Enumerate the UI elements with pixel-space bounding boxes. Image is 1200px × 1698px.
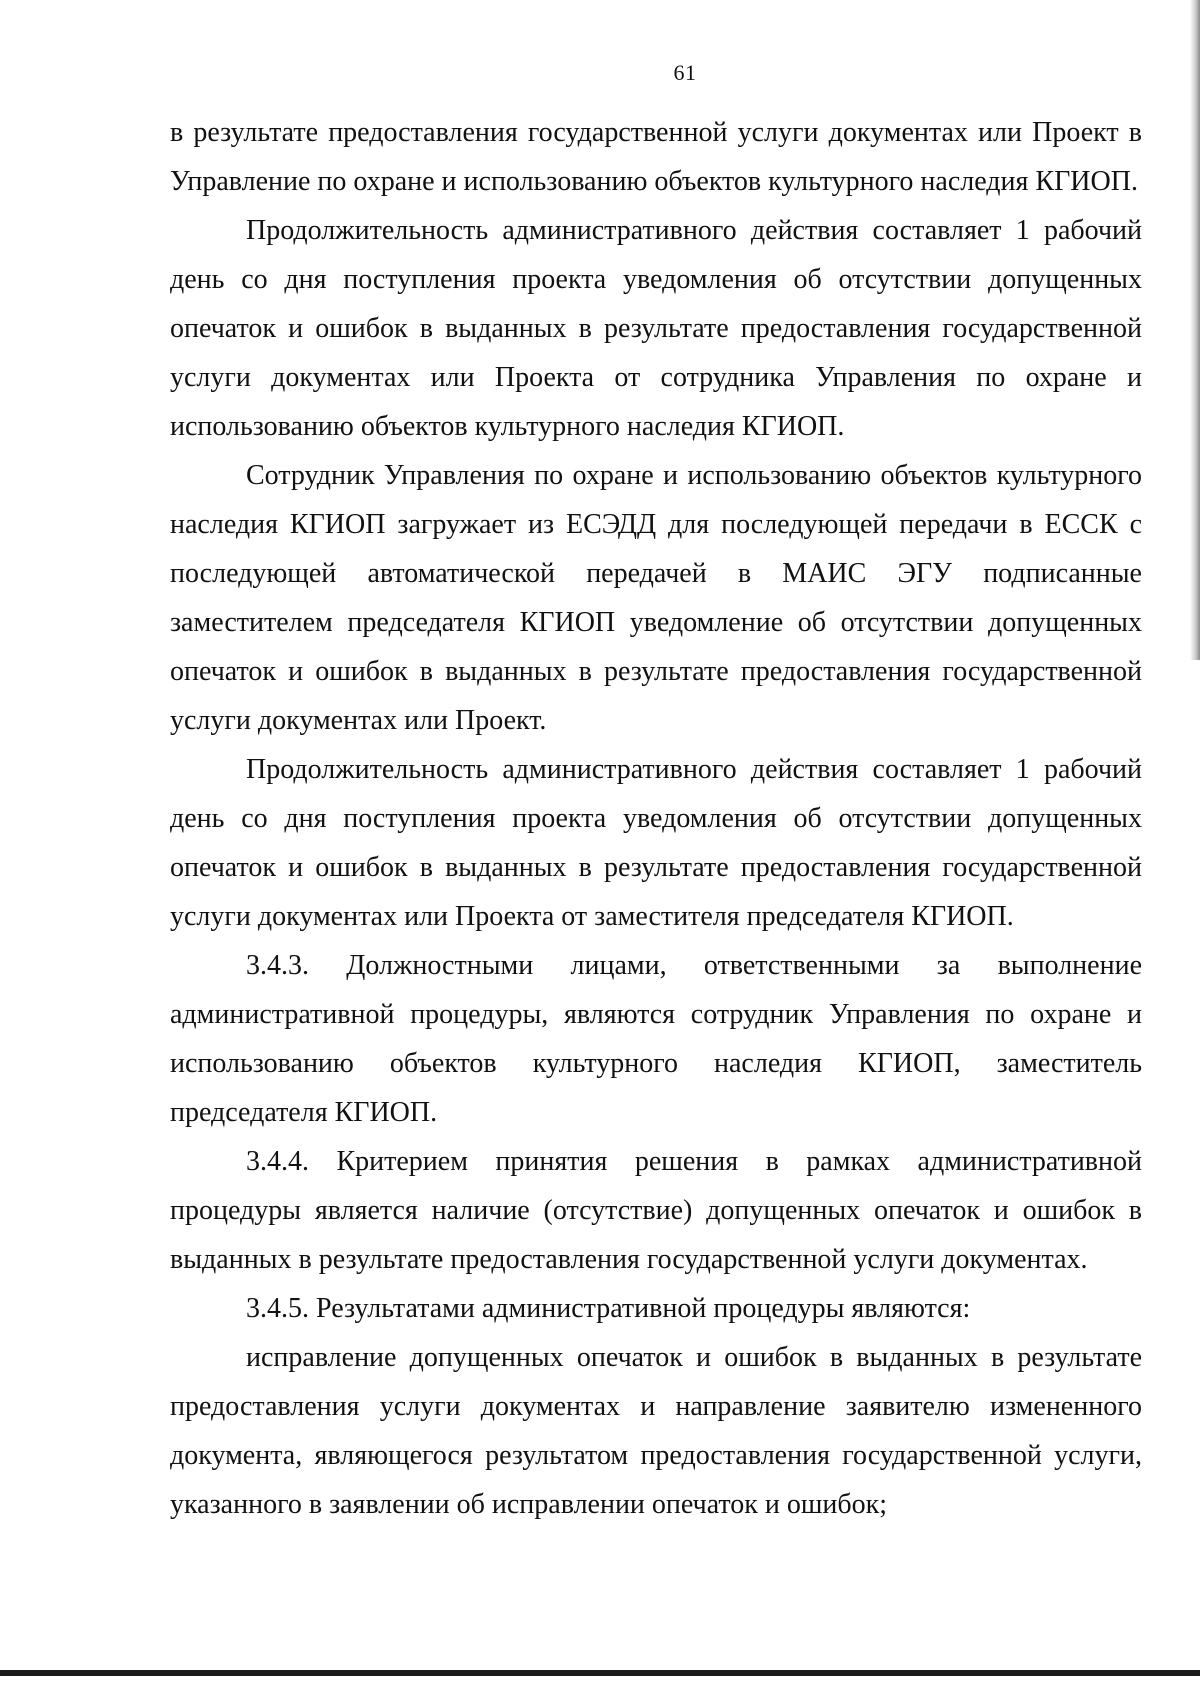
paragraph-3-4-3: 3.4.3. Должностными лицами, ответственными за выполнение административной процедуры, являются сотрудник Управления по охране и использованию объектов культурного наследия КГИОП, заместитель председателя КГИОП.: [170, 950, 1142, 1128]
paragraph-duration-deputy: Продолжительность административного действия составляет 1 рабочий день со дня поступления проекта уведомления об отсутствии допущенных опечаток и ошибок в выданных в результате предоставления государственной услуги документах или Проекта от заместителя председателя КГИОП.: [170, 754, 1142, 932]
page-number: 61: [673, 60, 697, 85]
document-body: [170, 108, 1142, 1529]
paragraph-3-4-5: 3.4.5. Результатами административной процедуры являются:: [246, 1293, 971, 1324]
scan-edge-bottom: [0, 1670, 1200, 1698]
paragraph-correction-result: исправление допущенных опечаток и ошибок в выданных в результате предоставления услуги документах и направление заявителю измененного документа, являющегося результатом предоставления государственной услуги, указанного в заявлении об исправлении опечаток и ошибок;: [170, 1342, 1142, 1520]
paragraph-continuation: в результате предоставления государственной услуги документах или Проект в Управление по охране и использованию объектов культурного наследия КГИОП.: [170, 117, 1142, 197]
paragraph-duration-employee: Продолжительность административного действия составляет 1 рабочий день со дня поступления проекта уведомления об отсутствии допущенных опечаток и ошибок в выданных в результате предоставления государственной услуги документах или Проекта от сотрудника Управления по охране и использованию объектов культурного наследия КГИОП.: [170, 215, 1142, 442]
paragraph-3-4-4: 3.4.4. Критерием принятия решения в рамках административной процедуры является наличие (отсутствие) допущенных опечаток и ошибок в выданных в результате предоставления государственной услуги документах.: [170, 1146, 1142, 1275]
scan-edge-right: [1190, 0, 1200, 660]
paragraph-employee-upload: Сотрудник Управления по охране и использованию объектов культурного наследия КГИОП загружает из ЕСЭДД для последующей передачи в ЕССК с последующей автоматической передачей в МАИС ЭГУ подписанные заместителем председателя КГИОП уведомление об отсутствии допущенных опечаток и ошибок в выданных в результате предоставления государственной услуги документах или Проект.: [170, 460, 1142, 736]
